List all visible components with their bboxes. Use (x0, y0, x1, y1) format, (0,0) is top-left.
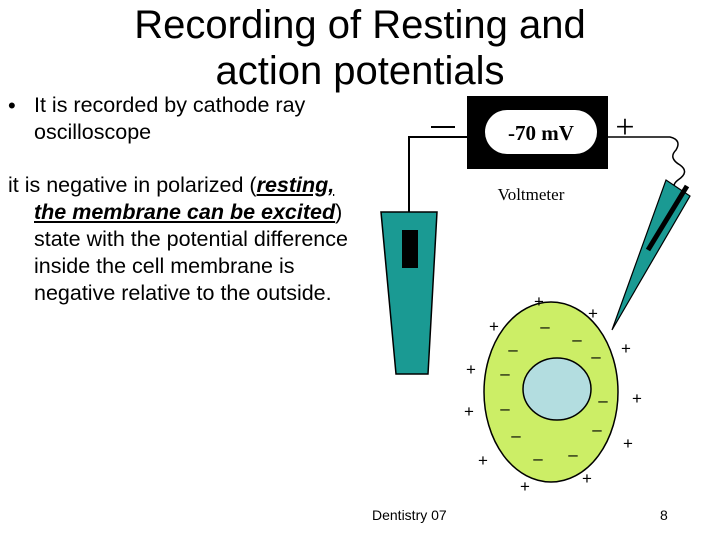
positive-charge-icon: + (520, 477, 530, 496)
positive-charge-icon: + (466, 360, 476, 379)
negative-charge-icon: – (511, 426, 521, 445)
positive-charge-icon: + (489, 317, 499, 336)
voltmeter-label: Voltmeter (497, 185, 565, 204)
positive-charge-icon: + (464, 402, 474, 421)
footer-page-number: 8 (660, 507, 668, 523)
paragraph-emphasis: resting, the membrane can be excited (34, 173, 336, 224)
bullet-text: It is recorded by cathode ray oscilloscope (34, 93, 306, 144)
paragraph-before: it is negative in polarized ( (8, 173, 257, 197)
positive-charge-icon: + (534, 292, 544, 311)
negative-charge-icon: – (533, 449, 543, 468)
bullet-icon: • (8, 93, 16, 118)
cell-nucleus (523, 358, 591, 420)
paragraph-after: ) state with the potential difference inside the cell membrane is negative relative to the outside. (34, 200, 348, 305)
title-line-1: Recording of Resting and (134, 3, 586, 47)
positive-charge-icon: + (621, 339, 631, 358)
voltmeter-reading: -70 mV (508, 121, 574, 145)
negative-charge-icon: – (500, 399, 510, 418)
negative-charge-icon: – (592, 420, 602, 439)
positive-charge-icon: + (632, 389, 642, 408)
negative-charge-icon: – (568, 445, 578, 464)
negative-charge-icon: – (540, 317, 550, 336)
reference-wire (409, 137, 467, 212)
negative-charge-icon: – (500, 364, 510, 383)
negative-charge-icon: – (598, 391, 608, 410)
positive-charge-icon: + (588, 304, 598, 323)
footer-course: Dentistry 07 (372, 507, 447, 523)
negative-charge-icon: – (591, 347, 601, 366)
voltmeter-plus-icon: + (615, 109, 635, 146)
positive-charge-icon: + (623, 434, 633, 453)
negative-charge-icon: – (572, 330, 582, 349)
reference-electrode-core (402, 230, 418, 268)
title-line-2: action potentials (215, 49, 505, 93)
negative-charge-icon: – (508, 340, 518, 359)
positive-charge-icon: + (478, 451, 488, 470)
positive-charge-icon: + (582, 469, 592, 488)
